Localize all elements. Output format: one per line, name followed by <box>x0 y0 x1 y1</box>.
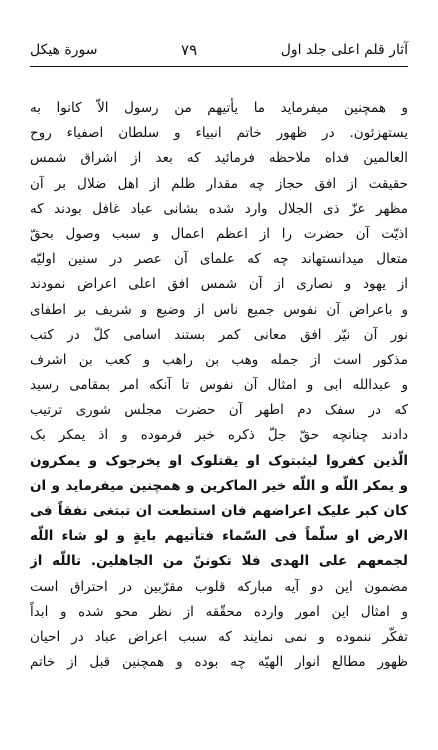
header-rule <box>30 66 408 67</box>
running-title-book: آثار قلم اعلی جلد اول <box>280 42 408 58</box>
text-line: مضمون این دو آیه مبارکه قلوب مقرّبین در احتراق است <box>30 578 408 595</box>
text-line: و باعراض آن نفوس جمیع ناس از وضیع و شریف بر اطفای <box>30 301 408 318</box>
text-line: ظهور مطالع انوار الهیّه چه بوده و همچنین قبل از خاتم <box>30 654 408 671</box>
text-line: مذکور است از جمله وهب بن راهب و کعب بن اشرف <box>30 351 408 368</box>
text-line: حقیقت از افق حجاز چه مقدار ظلم از اهل ضلال بر آن <box>30 175 408 192</box>
text-line: و امثال این امور وارده محقّقه از نظر محو شده و ابداً <box>30 603 408 620</box>
running-title-chapter: سورة هیکل <box>30 42 98 58</box>
text-line: دادند چنانچه حقّ جلّ ذکره خبر فرموده و اذ یمکر بک <box>30 427 408 444</box>
text-line: که در سفک دم اطهر آن حضرت مجلس شوری ترتیب <box>30 402 408 419</box>
text-line: الّذین کفروا لیثبتوک او یقتلوک او یخرجوک و یمکرون <box>30 452 408 469</box>
text-line: و عبدالله ابی و امثال آن نفوس تا آنکه امر بمقامی رسید <box>30 377 408 394</box>
text-line: یستهزئون. در ظهور خاتم انبیاء و سلطان اصفیاء روح <box>30 125 408 142</box>
text-line: العالمین فداه ملاحظه فرمائید که بعد از اشراق شمس <box>30 150 408 167</box>
text-line: لجمعهم علی الهدی فلا تکوننّ من الجاهلین. تاللّه از <box>30 553 408 570</box>
text-line: متعال میدانستهاند چه که علمای آن عصر در سنین اولیّه <box>30 251 408 268</box>
text-line: الارض او سلّماً فی السّماء فتأتیهم بایةٍ و لو شاء اللّه <box>30 528 408 545</box>
text-line: و همچنین میفرماید ما یأتیهم من رسول الاّ کانوا به <box>30 100 408 116</box>
text-line: و یمکر اللّه و اللّه خیر الماکرین و همچنین میفرماید و ان <box>30 477 408 494</box>
body-text <box>30 96 408 675</box>
text-line: از یهود و نصاری از آن شمس افق اعلی اعراض نمودند <box>30 276 408 293</box>
text-line: تفکّر ننموده و نمی نمایند که سبب اعراض عباد در احیان <box>30 628 408 645</box>
text-line: اذیّت آن حضرت را از اعظم اعمال و سبب وصول بحقّ <box>30 225 408 242</box>
text-line: کان کبر علیک اعراضهم فان استطعت ان تبتغی نفقاً فی <box>30 503 408 519</box>
text-line: نور آن نیّر افق معانی کمر بستند اسامی کلّ در کتب <box>30 326 408 343</box>
page-header <box>30 38 408 62</box>
page-number: ۷۹ <box>181 41 198 59</box>
text-line: مظهر عزّ ذی الجلال وارد شده بشانی عباد غافل بودند که <box>30 200 408 217</box>
